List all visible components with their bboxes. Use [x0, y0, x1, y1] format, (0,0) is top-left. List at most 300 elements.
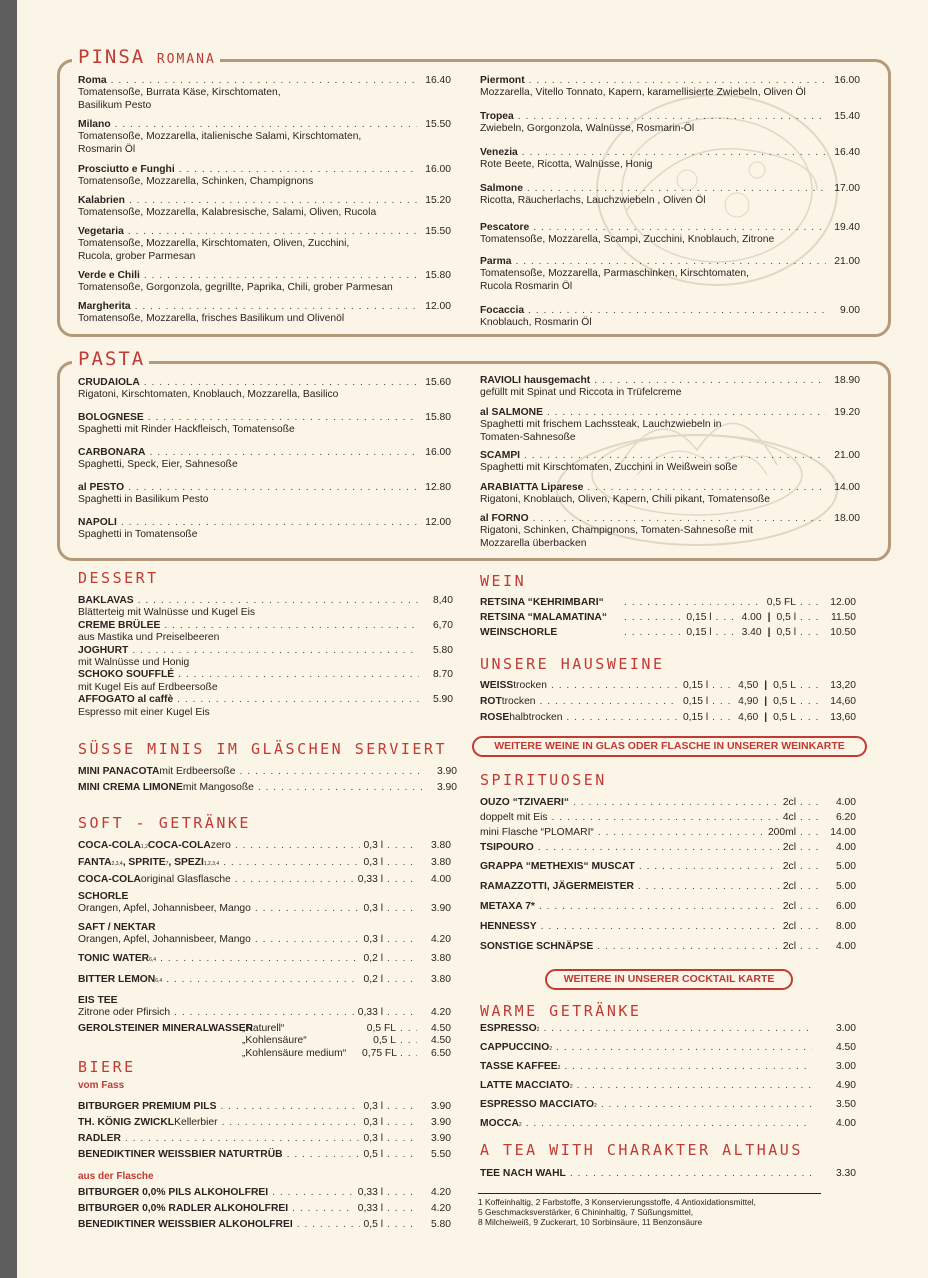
bottle-volume: 0,5 l	[776, 627, 796, 638]
bottle-volume: 0,5 L	[773, 696, 796, 707]
item-volume: 0,33 l	[357, 1187, 383, 1198]
item-name: Salmone	[480, 183, 523, 194]
drink-item	[78, 922, 451, 953]
item-volume: 0,3 l	[363, 840, 383, 851]
item-name: JOGHURT	[78, 644, 129, 656]
item-name: Roma	[78, 75, 107, 86]
warm-item	[480, 1042, 856, 1061]
item-price: 21.00	[834, 450, 860, 461]
menu-item	[78, 412, 451, 447]
item-name-3: , SPEZI	[168, 857, 204, 868]
item-price: 4.50	[835, 1042, 856, 1053]
item-price: 4.00	[835, 797, 856, 808]
beer-item	[78, 1101, 451, 1117]
item-name: BITTER LEMON	[78, 974, 156, 985]
menu-item	[78, 694, 453, 719]
drink-item	[78, 857, 451, 874]
item-price: 5.00	[835, 861, 856, 872]
item-name: RAVIOLI hausgemacht	[480, 375, 591, 386]
glass-volume: 0,15 l	[682, 696, 709, 707]
item-volume: 0,3 l	[363, 1133, 383, 1144]
menu-item	[480, 482, 860, 513]
item-desc: mit Mangosoße	[182, 782, 254, 794]
item-price: 4.00	[430, 874, 451, 885]
item-desc: Spaghetti mit Kirschtomaten, Zucchini in Weißwein soße	[480, 462, 738, 474]
haus-list	[480, 680, 856, 728]
item-name: COCA-COLA	[78, 874, 141, 885]
item-price: 9.00	[839, 305, 860, 316]
menu-item	[480, 183, 860, 222]
item-price: 3.80	[430, 974, 451, 985]
menu-item	[78, 75, 451, 119]
item-name: Piermont	[480, 75, 525, 86]
menu-item	[78, 226, 451, 270]
item-volume: 0,2 l	[363, 953, 383, 964]
menu-item	[78, 164, 451, 195]
item-name: ROT	[480, 696, 502, 707]
footnote	[478, 1197, 756, 1227]
item-volume: 0,5 l	[363, 1149, 383, 1160]
item-name: MINI PANACOTA	[78, 766, 160, 777]
menu-item	[78, 595, 453, 620]
allergen-sup: 2	[518, 1122, 522, 1128]
bottle-volume: 0,5 l	[776, 612, 796, 623]
item-desc: Spaghetti, Speck, Eier, Sahnesoße	[78, 459, 238, 471]
warm-item	[480, 1080, 856, 1099]
item-name: COCA-COLA	[78, 840, 141, 851]
pinsa-right-col	[480, 75, 860, 330]
item-price: 4.00	[835, 1118, 856, 1129]
drink-item	[78, 840, 451, 857]
item-volume: 0,75 FL	[362, 1047, 397, 1059]
item-price: 12.80	[425, 482, 451, 493]
item-price: 3.50	[835, 1099, 856, 1110]
spirit-item	[480, 842, 856, 861]
item-desc: zero	[210, 840, 231, 851]
footnote-divider	[478, 1193, 821, 1194]
biere-title: BIERE	[78, 1058, 136, 1076]
item-name: Milano	[78, 119, 111, 130]
pinsa-title-small: ROMANA	[156, 52, 216, 67]
item-name: Prosciutto e Funghi	[78, 164, 175, 175]
dessert-list	[78, 595, 453, 719]
biere-flasche-list	[78, 1187, 451, 1235]
item-price: 4.20	[430, 934, 451, 946]
item-desc: aus Mastika und Preiselbeeren	[78, 632, 220, 644]
item-desc: Tomatensoße, Mozzarella, Kalabresische, Salami, Oliven, Rucola	[78, 207, 377, 219]
item-name: Vegetaria	[78, 226, 124, 237]
item-price: 15.20	[425, 195, 451, 206]
spirit-item	[480, 941, 856, 961]
spirit-item	[480, 921, 856, 941]
item-volume: 0,33 l	[357, 874, 383, 885]
spirit-item	[480, 827, 856, 842]
item-name: Venezia	[480, 147, 518, 158]
item-volume: 0,5 l	[363, 1219, 383, 1230]
menu-item	[480, 111, 860, 147]
soft-title: SOFT - GETRÄNKE	[78, 814, 251, 832]
menu-item	[78, 119, 451, 164]
item-volume: 2cl	[782, 941, 796, 952]
pinsa-title	[72, 48, 220, 67]
item-desc: Zitrone oder Pfirsich	[78, 1007, 171, 1019]
item-name: SCHORLE	[78, 891, 129, 902]
allergen-sup: 7	[165, 861, 169, 867]
item-price: 3.90	[430, 1101, 451, 1112]
item-price: 4.20	[430, 1203, 451, 1214]
menu-item	[78, 447, 451, 482]
menu-item	[78, 669, 453, 694]
item-name: GEROLSTEINER MINERALWASSER	[78, 1023, 254, 1034]
item-price: 4.20	[430, 1007, 451, 1019]
wine-item: WEINSCHORLE . . . 0,15 l . . . 3.40 | 0,5 l . . . 10.50	[480, 627, 856, 642]
item-name: doppelt mit Eis	[480, 812, 548, 823]
bottle-price: 13,20	[830, 680, 856, 691]
drink-item	[78, 974, 451, 995]
item-price: 15.80	[425, 270, 451, 281]
spirit-item	[480, 861, 856, 881]
item-desc: Orangen, Apfel, Johannisbeer, Mango	[78, 903, 251, 915]
gerol-label: „Kohlensäure“	[242, 1035, 307, 1047]
item-price: 3.90	[430, 1133, 451, 1144]
item-price: 12.00	[425, 301, 451, 312]
item-name: BAKLAVAS	[78, 595, 134, 606]
beer-item	[78, 1117, 451, 1133]
glass-price: 4,50	[738, 680, 759, 691]
glass-price: 4.00	[741, 612, 762, 623]
soft-list	[78, 840, 451, 1063]
item-name: Focaccia	[480, 305, 525, 316]
item-name: WEISS	[480, 680, 514, 691]
item-name: ARABIATTA Liparese	[480, 482, 584, 493]
item-price: 6,70	[432, 619, 453, 631]
item-name: BOLOGNESE	[78, 412, 144, 423]
wine-item: WEISS trocken . . . 0,15 l . . . 4,50 | 0,5 L . . . 13,20	[480, 680, 856, 696]
item-name: Pescatore	[480, 222, 530, 233]
bottle-price: 14,60	[830, 696, 856, 707]
item-desc: Tomatensoße, Gorgonzola, gegrillte, Paprika, Chili, grober Parmesan	[78, 282, 393, 294]
item-volume: 4cl	[782, 812, 796, 823]
item-name: al FORNO	[480, 513, 529, 524]
menu-item	[78, 270, 451, 301]
item-name: CARBONARA	[78, 447, 146, 458]
item-desc: Rigatoni, Kirschtomaten, Knoblauch, Mozzarella, Basilico	[78, 389, 339, 401]
item-volume: 0,5 L	[373, 1035, 396, 1047]
wine-item: ROT trocken . . . 0,15 l . . . 4,90 | 0,5 L . . . 14,60	[480, 696, 856, 712]
item-price: 6.50	[430, 1047, 451, 1059]
item-name-2: , SPRITE	[122, 857, 166, 868]
glass-volume: 0,15 l	[682, 712, 709, 723]
item-volume: 0,33 l	[357, 1007, 383, 1019]
item-desc: Mozzarella, Vitello Tonnato, Kapern, karamellisierte Zwiebeln, Oliven Öl	[480, 87, 806, 99]
item-name: SCAMPI	[480, 450, 521, 461]
item-price: 4.00	[835, 842, 856, 853]
warm-item	[480, 1023, 856, 1042]
item-price: 16.00	[425, 164, 451, 175]
item-name: EIS TEE	[78, 995, 118, 1006]
warm-item	[480, 1118, 856, 1137]
menu-item	[480, 256, 860, 305]
item-name: HENNESSY	[480, 921, 537, 932]
item-price: 18.00	[834, 513, 860, 524]
footnote-line: 1 Koffeinhaltig, 2 Farbstoffe, 3 Konservierungsstoffe, 4 Antioxidationsmittel,	[478, 1197, 756, 1207]
item-name: Margherita	[78, 301, 131, 312]
item-name: RAMAZZOTTI, JÄGERMEISTER	[480, 881, 634, 892]
item-price: 6.20	[835, 812, 856, 823]
dessert-title: DESSERT	[78, 569, 159, 587]
item-desc: Spaghetti in Basilikum Pesto	[78, 494, 209, 506]
item-desc: Ricotta, Räucherlachs, Lauchzwiebeln , Oliven Öl	[480, 195, 706, 207]
menu-item	[480, 147, 860, 183]
item-name: OUZO “TZIVAERI“	[480, 797, 570, 808]
item-price: 3.90	[436, 766, 457, 777]
gerol-label: „Naturell“	[242, 1023, 285, 1034]
item-desc: Spaghetti mit frischem Lachssteak, Lauchzwiebeln in Tomaten-Sahnesoße	[480, 419, 722, 443]
wine-item	[480, 597, 856, 612]
gerol-label: „Kohlensäure medium“	[242, 1047, 347, 1059]
item-price: 16.40	[425, 75, 451, 86]
pinsa-left-col	[78, 75, 451, 332]
item-price: 5.80	[432, 644, 453, 656]
minis-title: SÜSSE MINIS IM GLÄSCHEN SERVIERT	[78, 740, 447, 758]
item-price: 15.50	[425, 226, 451, 237]
item-name: al PESTO	[78, 482, 125, 493]
warm-title: WARME GETRÄNKE	[480, 1002, 642, 1020]
item-name: BENEDIKTINER WEISSBIER ALKOHOLFREI	[78, 1219, 293, 1230]
allergen-sup: 2,3,4	[111, 861, 123, 867]
footnote-line: 5 Geschmacksverstärker, 6 Chininhaltig, 7 Süßungsmittel,	[478, 1207, 694, 1217]
item-price: 15.80	[425, 412, 451, 423]
item-price: 21.00	[834, 256, 860, 267]
menu-item	[480, 375, 860, 407]
item-price: 3.80	[430, 840, 451, 851]
item-volume: 0,3 l	[363, 903, 383, 915]
item-volume: 2cl	[782, 861, 796, 872]
minis-list	[78, 766, 457, 795]
spirit-item	[480, 812, 856, 827]
item-volume: 0,5 FL	[366, 1023, 396, 1034]
item-price: 6.00	[835, 901, 856, 912]
item-volume: 2cl	[782, 901, 796, 912]
item-price: 4.50	[430, 1023, 451, 1034]
glass-volume: 0,15 l	[682, 680, 709, 691]
item-name: al SALMONE	[480, 407, 543, 418]
item-price: 5.50	[430, 1149, 451, 1160]
item-name-2: COCA-COLA	[147, 840, 211, 851]
allergen-sup: 1,2,3,4	[203, 861, 220, 867]
item-name: TONIC WATER	[78, 953, 150, 964]
item-desc: Blätterteig mit Walnüsse und Kugel Eis	[78, 607, 256, 619]
item-desc: Spaghetti mit Rinder Hackfleisch, Tomatensoße	[78, 424, 295, 436]
item-name: BITBURGER 0,0% RADLER ALKOHOLFREI	[78, 1203, 289, 1214]
item-name: SAFT / NEKTAR	[78, 922, 156, 933]
bottle-volume: 0,5 L	[773, 712, 796, 723]
item-desc: Orangen, Apfel, Johannisbeer, Mango	[78, 934, 251, 946]
item-price: 4.90	[835, 1080, 856, 1091]
item-name: SONSTIGE SCHNÄPSE	[480, 941, 594, 952]
warm-item	[480, 1061, 856, 1080]
item-volume: 2cl	[782, 797, 796, 808]
item-desc: Tomatensoße, Mozzarella, italienische Salami, Kirschtomaten, Rosmarin Öl	[78, 131, 362, 155]
item-volume: 2cl	[782, 842, 796, 853]
item-name: SCHOKO SOUFFLÉ	[78, 669, 175, 681]
drink-item	[78, 891, 451, 922]
pasta-title	[72, 350, 149, 369]
item-price: 17.00	[834, 183, 860, 194]
item-name: FANTA	[78, 857, 112, 868]
item-name: RETSINA “MALAMATINA“	[480, 612, 607, 623]
item-desc: Kellerbier	[174, 1117, 218, 1128]
item-name: BENEDIKTINER WEISSBIER NATURTRÜB	[78, 1149, 283, 1160]
item-name: AFFOGATO al caffè	[78, 694, 174, 706]
item-desc: Tomatensoße, Mozzarella, frisches Basilikum und Olivenöl	[78, 313, 345, 325]
beer-item	[78, 1187, 451, 1203]
item-volume: 2cl	[782, 921, 796, 932]
item-name: TEE NACH WAHL	[480, 1168, 566, 1179]
item-price: 8.70	[432, 669, 453, 681]
item-name: Parma	[480, 256, 512, 267]
warm-list	[480, 1023, 856, 1137]
beer-item	[78, 1149, 451, 1165]
more-cocktails-button[interactable]: WEITERE IN UNSERER COCKTAIL KARTE	[545, 969, 793, 990]
bottle-volume: 0,5 FL	[766, 597, 796, 608]
item-price: 16.00	[425, 447, 451, 458]
glass-price: 4,60	[738, 712, 759, 723]
gerol-row	[242, 1023, 451, 1035]
item-name: CREME BRÜLEE	[78, 619, 161, 631]
item-volume: 0,3 l	[363, 857, 383, 868]
biere-sub-fass: vom Fass	[78, 1080, 125, 1091]
bottle-price: 12.00	[830, 597, 856, 608]
item-price: 3.90	[436, 782, 457, 794]
tea-title: A TEA WITH CHARAKTER ALTHAUS	[480, 1141, 803, 1159]
item-name: MINI CREMA LIMONE	[78, 782, 183, 794]
item-desc: Tomatensoße, Burrata Käse, Kirschtomaten, Basilikum Pesto	[78, 87, 281, 111]
spirit-title: SPIRITUOSEN	[480, 771, 607, 789]
beer-item	[78, 1219, 451, 1235]
menu-item	[78, 620, 453, 645]
glass-volume: 0,15 l	[686, 612, 712, 623]
item-price: 4.20	[430, 1187, 451, 1198]
item-name: BITBURGER PREMIUM PILS	[78, 1101, 217, 1112]
spirit-item	[480, 901, 856, 921]
item-price: 3.90	[430, 1117, 451, 1128]
allergen-sup: 2	[569, 1084, 573, 1090]
item-name: LATTE MACCIATO	[480, 1080, 570, 1091]
item-desc: Tomatensoße, Mozzarella, Kirschtomaten, Oliven, Zucchini, Rucola, grober Parmesan	[78, 238, 350, 262]
gerolsteiner-item	[78, 1023, 451, 1063]
menu-item	[78, 195, 451, 226]
item-name: mini Flasche “PLOMARI“	[480, 827, 594, 838]
item-desc: Espresso mit einer Kugel Eis	[78, 706, 210, 718]
item-name: TH. KÖNIG ZWICKL	[78, 1117, 175, 1128]
item-name: RADLER	[78, 1133, 121, 1144]
bottle-price: 11.50	[830, 612, 856, 623]
item-desc: Rigatoni, Schinken, Champignons, Tomaten-Sahnesoße mit Mozzarella überbacken	[480, 525, 753, 549]
item-desc: halbtrocken	[509, 712, 563, 723]
menu-item	[78, 517, 451, 542]
drink-item	[78, 874, 451, 891]
item-price: 8,40	[432, 595, 453, 606]
item-name: WEINSCHORLE	[480, 627, 558, 638]
wein-title: WEIN	[480, 572, 527, 590]
item-desc: Rote Beete, Ricotta, Walnüsse, Honig	[480, 159, 653, 171]
item-desc: original Glasflasche	[140, 874, 231, 885]
menu-item	[78, 645, 453, 670]
item-volume: 0,3 l	[363, 934, 383, 946]
glass-price: 3.40	[741, 627, 762, 638]
bottle-volume: 0,5 L	[773, 680, 796, 691]
item-name: RETSINA “KEHRIMBARI“	[480, 597, 604, 608]
item-price: 19.20	[834, 407, 860, 418]
menu-item	[480, 513, 860, 550]
item-desc: Tomatensoße, Mozzarella, Parmaschinken, Kirschtomaten, Rucola Rosmarin Öl	[480, 268, 749, 292]
allergen-sup: 2	[594, 1103, 597, 1109]
item-price: 14.00	[830, 827, 856, 838]
item-desc: Tomatensoße, Mozzarella, Scampi, Zucchini, Knoblauch, Zitrone	[480, 234, 775, 246]
item-name: Kalabrien	[78, 195, 125, 206]
item-desc: mit Walnüsse und Honig	[78, 657, 190, 669]
item-price: 15.50	[425, 119, 451, 130]
item-desc: trocken	[501, 696, 536, 707]
item-desc: Rigatoni, Knoblauch, Oliven, Kapern, Chili pikant, Tomatensoße	[480, 494, 771, 506]
menu-item	[78, 782, 457, 794]
item-name: ROSE	[480, 712, 510, 723]
tea-item	[480, 1168, 856, 1180]
allergen-sup: 6,4	[155, 978, 163, 984]
gerol-row	[242, 1048, 451, 1060]
menu-item	[78, 482, 451, 517]
pasta-left-col	[78, 377, 451, 542]
beer-item	[78, 1133, 451, 1149]
item-name: ESPRESSO	[480, 1023, 537, 1034]
item-desc: Tomatensoße, Mozzarella, Schinken, Champignons	[78, 176, 314, 188]
item-name: METAXA 7*	[480, 901, 535, 912]
more-wines-button[interactable]: WEITERE WEINE IN GLAS ODER FLASCHE IN UNSERER WEINKARTE	[472, 736, 867, 757]
item-desc: Spaghetti in Tomatensoße	[78, 529, 198, 541]
haus-title: UNSERE HAUSWEINE	[480, 655, 665, 673]
item-price: 3.00	[835, 1023, 856, 1034]
item-name: CAPPUCCINO	[480, 1042, 550, 1053]
drink-item	[78, 995, 451, 1023]
allergen-sup: 2	[557, 1065, 561, 1071]
menu-item	[78, 301, 451, 332]
item-price: 14.00	[834, 482, 860, 493]
allergen-sup: 2	[549, 1046, 553, 1052]
item-price: 5.00	[835, 881, 856, 892]
footnote-line: 8 Milcheiweiß, 9 Zuckerart, 10 Sorbinsäure, 11 Benzonsäure	[478, 1217, 703, 1227]
item-desc: gefüllt mit Spinat und Riccota in Trüfelcreme	[480, 387, 682, 399]
item-name: Verde e Chili	[78, 270, 140, 281]
item-volume: 0,33 l	[357, 1203, 383, 1214]
item-price: 15.40	[834, 111, 860, 122]
menu-page	[17, 0, 928, 1278]
item-name: Tropea	[480, 111, 514, 122]
item-price: 15.60	[425, 377, 451, 388]
item-name: ESPRESSO MACCIATO	[480, 1099, 595, 1110]
item-price: 5.90	[432, 694, 453, 706]
warm-item	[480, 1099, 856, 1118]
allergen-sup: 2	[536, 1027, 540, 1033]
item-name: BITBURGER 0,0% PILS ALKOHOLFREI	[78, 1187, 269, 1198]
allergen-sup: 1,2	[140, 844, 148, 850]
pasta-right-col	[480, 375, 860, 550]
item-price: 3.80	[430, 953, 451, 964]
allergen-sup: 6,4	[149, 957, 157, 963]
item-volume: 0,2 l	[363, 974, 383, 985]
wine-item: RETSINA “MALAMATINA“ . . . 0,15 l . . . 4.00 | 0,5 l . . . 11.50	[480, 612, 856, 627]
item-desc: Knoblauch, Rosmarin Öl	[480, 317, 592, 329]
